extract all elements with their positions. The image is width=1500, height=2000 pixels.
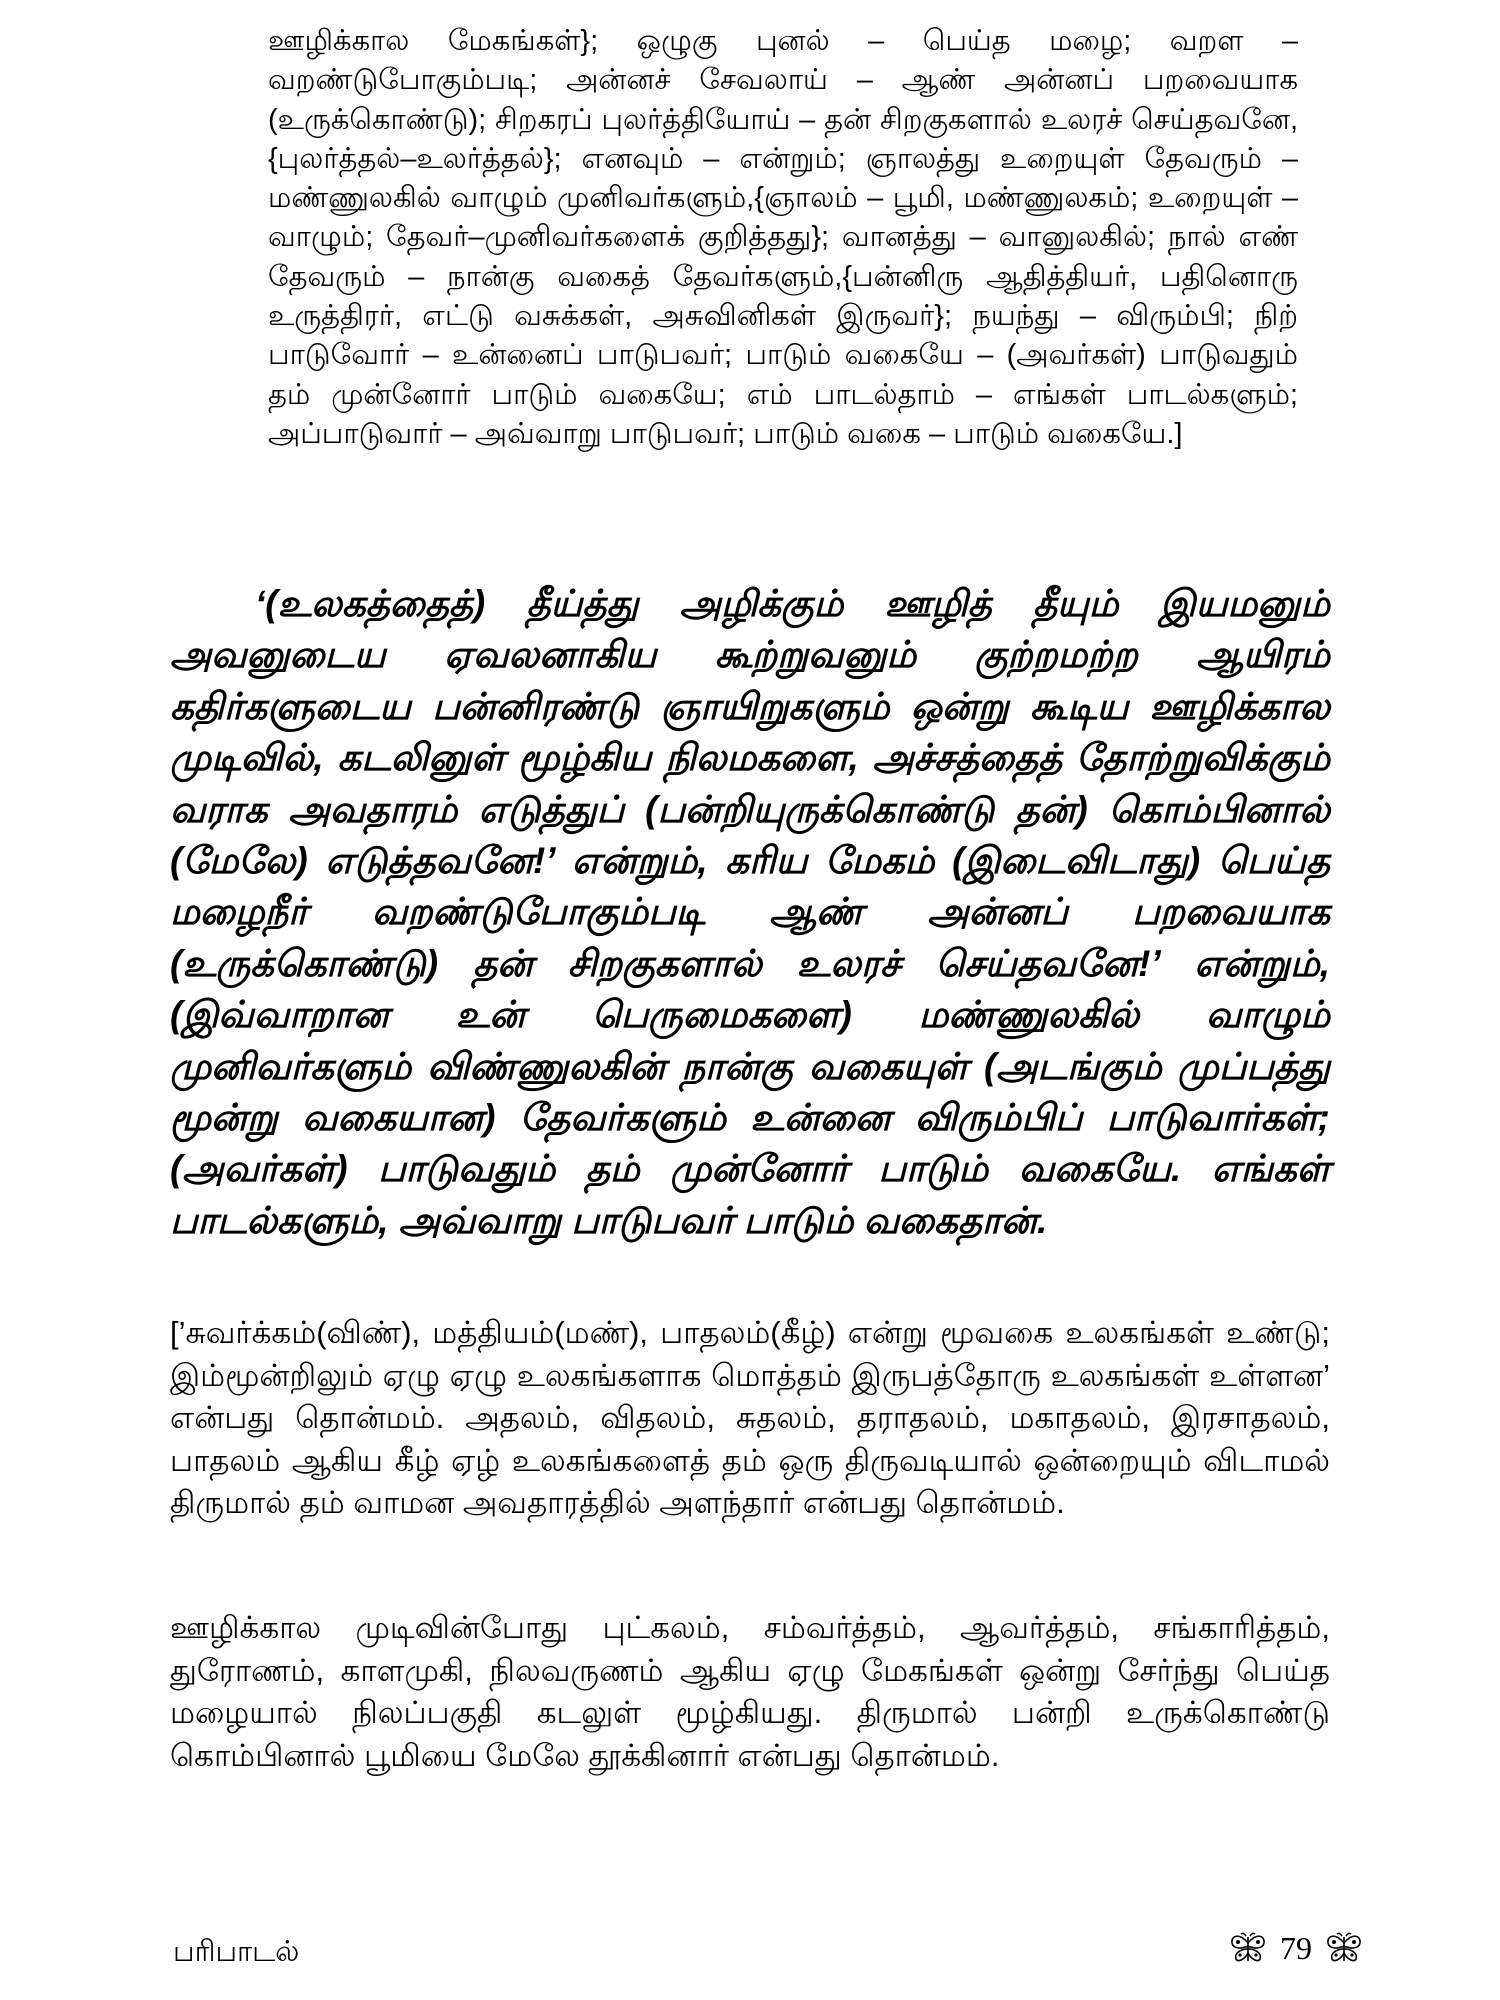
main-explanation-paragraph [170, 578, 1330, 1246]
page-number: 79 [1280, 1930, 1312, 1966]
mythology-note-worlds: [’சுவர்க்கம்(விண்), மத்தியம்(மண்), பாதலம்(கீழ்) என்று மூவகை உலகங்கள் உண்டு; இம்மூன்றிலும் ஏழு ஏழு உலகங்களாக மொத்தம் இருபத்தோரு உலகங்கள் உள்ளன’ என்பது தொன்மம். அதலம், விதலம், சுதலம், தராதலம், மகாதலம், இரசாதலம், பாதலம் ஆகிய கீழ் ஏழ் உலகங்களைத் தம் ஒரு திருவடியால் ஒன்றையும் விடாமல் திருமால் தம் வாமன அவதாரத்தில் அளந்தார் என்பது தொன்மம். [170, 1315, 1330, 1520]
page-number-group [1228, 1928, 1364, 1968]
book-title: பரிபாடல் [173, 1936, 300, 1968]
butterfly-ornament-icon [1324, 1931, 1364, 1965]
butterfly-ornament-icon [1228, 1931, 1268, 1965]
mythology-note-clouds: ஊழிக்கால முடிவின்போது புட்கலம், சம்வர்த்தம், ஆவர்த்தம், சங்காரித்தம், துரோணம், காளமுகி, நிலவருணம் ஆகிய ஏழு மேகங்கள் ஒன்று சேர்ந்து பெய்த மழையால் நிலப்பகுதி கடலுள் மூழ்கியது. திருமால் பன்றி உருக்கொண்டு கொம்பினால் பூமியை மேலே தூக்கினார் என்பது தொன்மம். [170, 1610, 1330, 1773]
gloss-paragraph: ஊழிக்கால மேகங்கள்}; ஒழுகு புனல் – பெய்த மழை; வறள – வறண்டுபோகும்படி; அன்னச் சேவலாய் – ஆண் அன்னப் பறவையாக (உருக்கொண்டு); சிறகரப் புலர்த்தியோய் – தன் சிறகுகளால் உலரச் செய்தவனே,{புலர்த்தல்–உலர்த்தல்}; எனவும் – என்றும்; ஞாலத்து உறையுள் தேவரும் – மண்ணுலகில் வாழும் முனிவர்களும்,{ஞாலம் – பூமி, மண்ணுலகம்; உறையுள் – வாழும்; தேவர்–முனிவர்களைக் குறித்தது}; வானத்து – வானுலகில்; நால் எண் தேவரும் – நான்கு வகைத் தேவர்களும்,{பன்னிரு ஆதித்தியர், பதினொரு உருத்திரர், எட்டு வசுக்கள், அசுவினிகள் இருவர்}; நயந்து – விரும்பி; நிற் பாடுவோர் – உன்னைப் பாடுபவர்; பாடும் வகையே – (அவர்கள்) பாடுவதும் தம் முன்னோர் பாடும் வகையே; எம் பாடல்தாம் – எங்கள் பாடல்களும்; அப்பாடுவார் – அவ்வாறு பாடுபவர்; பாடும் வகை – பாடும் வகையே.] [268, 25, 1298, 450]
main-explanation-text: ‘(உலகத்தைத்) தீய்த்து அழிக்கும் ஊழித் தீயும் இயமனும் அவனுடைய ஏவலனாகிய கூற்றுவனும் குற்றமற்ற ஆயிரம் கதிர்களுடைய பன்னிரண்டு ஞாயிறுகளும் ஒன்று கூடிய ஊழிக்கால முடிவில், கடலினுள் மூழ்கிய நிலமகளை, அச்சத்தைத் தோற்றுவிக்கும் வராக அவதாரம் எடுத்துப் (பன்றியுருக்கொண்டு தன்) கொம்பினால் (மேலே) எடுத்தவனே!’ என்றும், கரிய மேகம் (இடைவிடாது) பெய்த மழைநீர் வறண்டுபோகும்படி ஆண் அன்னப் பறவையாக (உருக்கொண்டு) தன் சிறகுகளால் உலரச் செய்தவனே!’ என்றும், (இவ்வாறான உன் பெருமைகளை) மண்ணுலகில் வாழும் முனிவர்களும் விண்ணுலகின் நான்கு வகையுள் (அடங்கும் முப்பத்து மூன்று வகையான) தேவர்களும் உன்னை விரும்பிப் பாடுவார்கள்; (அவர்கள்) பாடுவதும் தம் முன்னோர் பாடும் வகையே. எங்கள் பாடல்களும், அவ்வாறு பாடுபவர் பாடும் வகைதான். [170, 583, 1330, 1241]
